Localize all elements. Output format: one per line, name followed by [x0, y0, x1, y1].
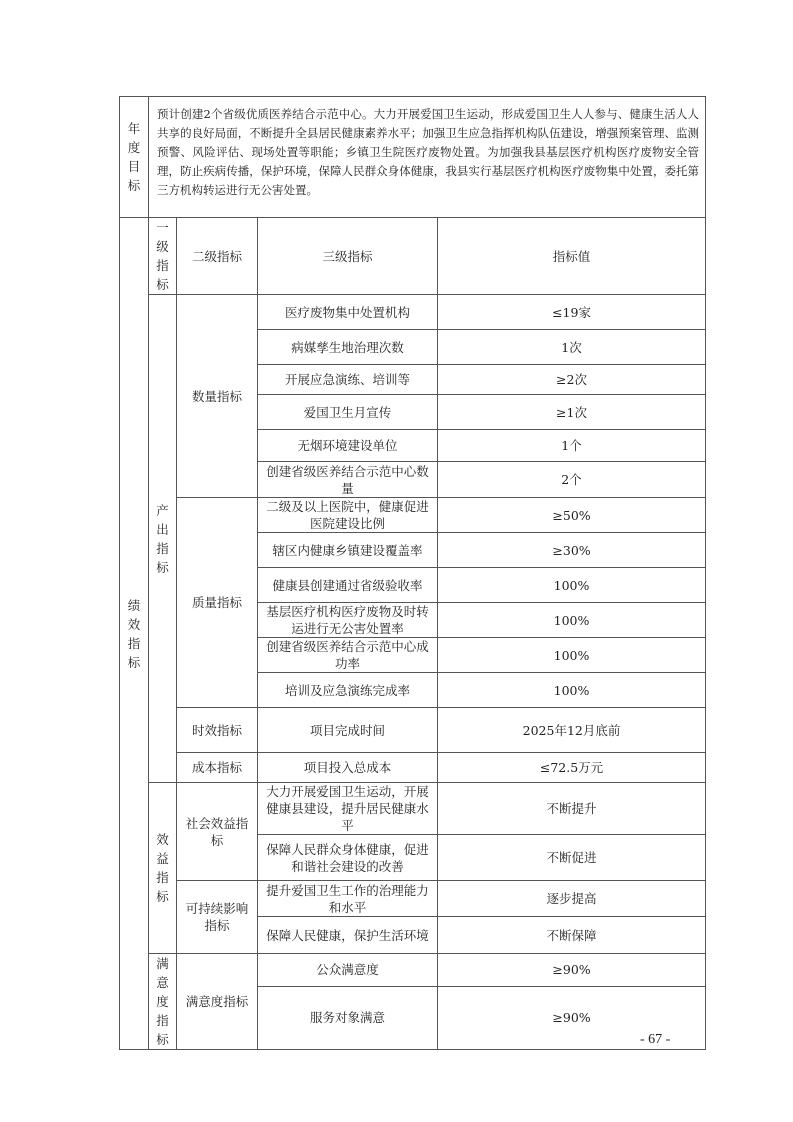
- indicator-name: 健康县创建通过省级验收率: [258, 568, 438, 603]
- indicator-name: 开展应急演练、培训等: [258, 365, 438, 395]
- header-level3: 三级指标: [258, 218, 438, 295]
- satisfaction-sub-label: 满意度指标: [177, 954, 258, 1050]
- indicator-value: ≥30%: [438, 533, 706, 568]
- perf-label: 绩效指标: [120, 218, 149, 1050]
- indicator-name: 创建省级医养结合示范中心数量: [258, 462, 438, 498]
- goal-label: 年度目标: [120, 97, 149, 218]
- header-level2: 二级指标: [177, 218, 258, 295]
- indicator-name: 项目完成时间: [258, 708, 438, 753]
- indicator-value: 2个: [438, 462, 706, 498]
- indicator-name: 二级及以上医院中，健康促进医院建设比例: [258, 498, 438, 533]
- indicator-value: ≥90%: [438, 954, 706, 987]
- indicator-name: 爱国卫生月宣传: [258, 395, 438, 430]
- indicator-name: 辖区内健康乡镇建设覆盖率: [258, 533, 438, 568]
- indicator-value: 1个: [438, 430, 706, 462]
- indicator-name: 创建省级医养结合示范中心成功率: [258, 638, 438, 673]
- quality-label: 质量指标: [177, 498, 258, 708]
- indicator-value: ≥50%: [438, 498, 706, 533]
- indicator-value: 不断促进: [438, 835, 706, 881]
- indicator-value: ≥2次: [438, 365, 706, 395]
- indicator-value: 不断提升: [438, 783, 706, 835]
- indicator-name: 项目投入总成本: [258, 753, 438, 783]
- indicator-value: ≤19家: [438, 295, 706, 330]
- indicator-name: 医疗废物集中处置机构: [258, 295, 438, 330]
- indicator-value: 不断保障: [438, 917, 706, 954]
- social-label: 社会效益指标: [177, 783, 258, 881]
- indicator-name: 公众满意度: [258, 954, 438, 987]
- indicator-value: ≥90%: [438, 986, 706, 1049]
- indicator-name: 病媒孳生地治理次数: [258, 330, 438, 365]
- sustain-label: 可持续影响指标: [177, 881, 258, 954]
- header-value: 指标值: [438, 218, 706, 295]
- indicator-value: 逐步提高: [438, 881, 706, 917]
- cost-label: 成本指标: [177, 753, 258, 783]
- header-level1: 一级指标: [149, 218, 177, 295]
- indicator-name: 基层医疗机构医疗废物及时转运进行无公害处置率: [258, 603, 438, 638]
- indicator-value: 2025年12月底前: [438, 708, 706, 753]
- indicator-name: 提升爱国卫生工作的治理能力和水平: [258, 881, 438, 917]
- indicator-value: 100%: [438, 603, 706, 638]
- output-label: 产出指标: [149, 295, 177, 783]
- indicator-value: 100%: [438, 568, 706, 603]
- indicator-name: 保障人民健康，保护生活环境: [258, 917, 438, 954]
- indicator-name: 大力开展爱国卫生运动，开展健康县建设，提升居民健康水平: [258, 783, 438, 835]
- indicator-name: 保障人民群众身体健康，促进和谐社会建设的改善: [258, 835, 438, 881]
- benefit-label: 效益指标: [149, 783, 177, 954]
- indicator-value: 100%: [438, 673, 706, 708]
- indicator-name: 服务对象满意: [258, 986, 438, 1049]
- goal-text: 预计创建2个省级优质医养结合示范中心。大力开展爱国卫生运动，形成爱国卫生人人参与、健康生活人人共享的良好局面，不断提升全县居民健康素养水平；加强卫生应急指挥机构队伍建设，增强预案管理、监测预警、风险评估、现场处置等职能；乡镇卫生院医疗废物处置。为加强我县基层医疗机构医疗废物安全管理，防止疾病传播，保护环境，保障人民群众身体健康，我县实行基层医疗机构医疗废物集中处置，委托第三方机构转运进行无公害处置。: [149, 97, 706, 218]
- indicator-value: 1次: [438, 330, 706, 365]
- indicator-name: 培训及应急演练完成率: [258, 673, 438, 708]
- quantity-label: 数量指标: [177, 295, 258, 498]
- indicator-name: 无烟环境建设单位: [258, 430, 438, 462]
- performance-table: [119, 96, 706, 1050]
- indicator-value: 100%: [438, 638, 706, 673]
- indicator-value: ≥1次: [438, 395, 706, 430]
- page-number: - 67 -: [640, 1032, 671, 1047]
- timeliness-label: 时效指标: [177, 708, 258, 753]
- satisfaction-label: 满意度指标: [149, 954, 177, 1050]
- indicator-value: ≤72.5万元: [438, 753, 706, 783]
